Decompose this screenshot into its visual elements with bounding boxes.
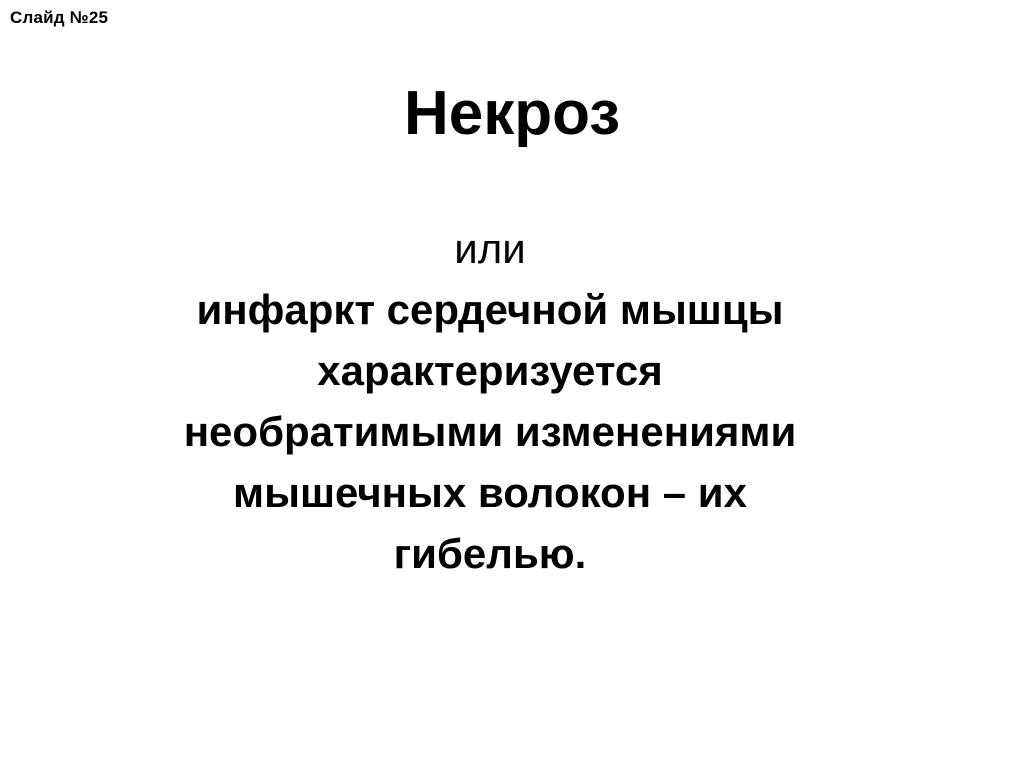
body-line: мышечных волокон – их [233,469,747,516]
slide-number-label: Слайд №25 [10,8,109,27]
body-line: гибелью. [393,530,587,577]
slide-title: Некроз [403,79,621,148]
body-line: характеризуется [317,347,663,394]
body-line: инфаркт сердечной мышцы [196,286,784,333]
slide-body-text [0,218,980,584]
body-line: или [454,225,526,272]
body-line: необратимыми изменениями [183,408,797,455]
